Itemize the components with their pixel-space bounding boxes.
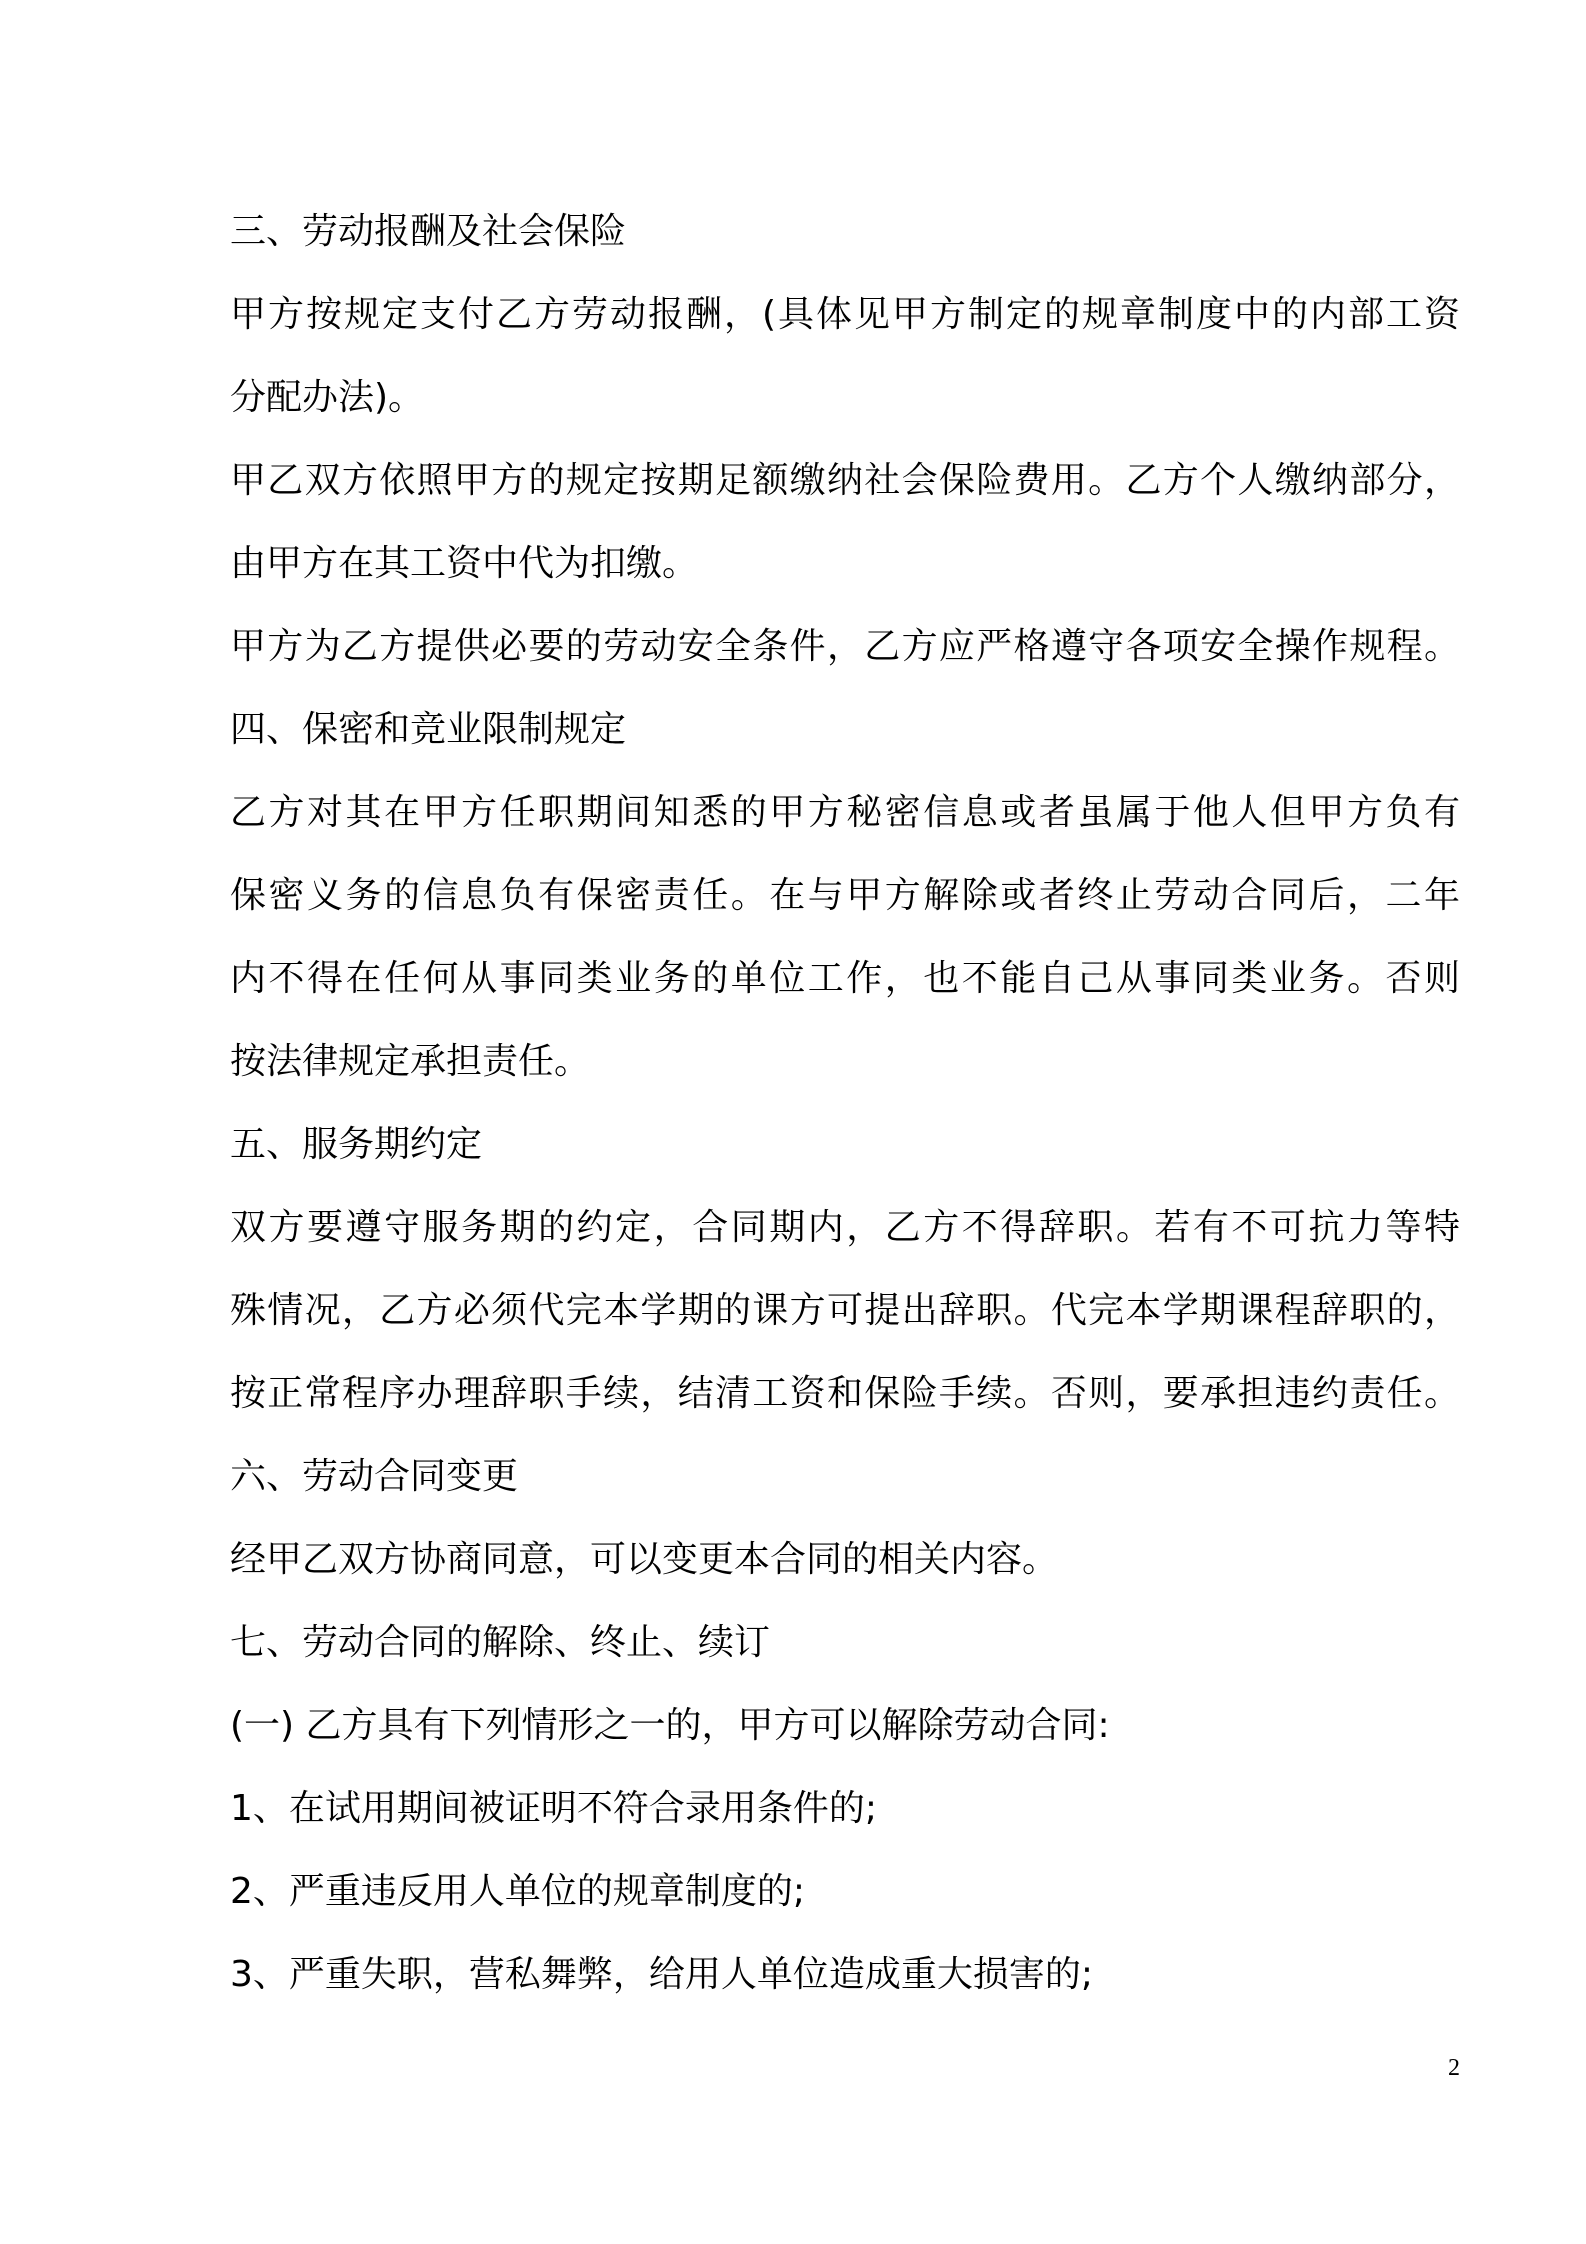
paragraph-line: 双方要遵守服务期的约定，合同期内，乙方不得辞职。若有不可抗力等特 bbox=[230, 1207, 1460, 1248]
paragraph-line: 按法律规定承担责任。 bbox=[230, 1041, 591, 1082]
section-heading-4: 四、保密和竞业限制规定 bbox=[230, 709, 627, 750]
section-heading-3: 三、劳动报酬及社会保险 bbox=[230, 211, 627, 252]
list-item: 2、严重违反用人单位的规章制度的; bbox=[230, 1871, 806, 1912]
paragraph-line: 由甲方在其工资中代为扣缴。 bbox=[230, 543, 699, 584]
paragraph-line: 殊情况，乙方必须代完本学期的课方可提出辞职。代完本学期课程辞职的， bbox=[230, 1290, 1460, 1331]
paragraph-line: 乙方对其在甲方任职期间知悉的甲方秘密信息或者虽属于他人但甲方负有 bbox=[230, 792, 1460, 833]
paragraph-line: 经甲乙双方协商同意，可以变更本合同的相关内容。 bbox=[230, 1539, 1059, 1580]
paragraph-line: 甲方按规定支付乙方劳动报酬，(具体见甲方制定的规章制度中的内部工资 bbox=[230, 294, 1460, 335]
paragraph-line: 甲方为乙方提供必要的劳动安全条件，乙方应严格遵守各项安全操作规程。 bbox=[230, 626, 1460, 667]
list-item: 3、严重失职，营私舞弊，给用人单位造成重大损害的; bbox=[230, 1954, 1094, 1995]
list-item: 1、在试用期间被证明不符合录用条件的; bbox=[230, 1788, 878, 1829]
document-body bbox=[230, 190, 1460, 2016]
subsection-heading: (一) 乙方具有下列情形之一的，甲方可以解除劳动合同: bbox=[230, 1705, 1110, 1746]
section-heading-7: 七、劳动合同的解除、终止、续订 bbox=[230, 1622, 771, 1663]
paragraph-line: 保密义务的信息负有保密责任。在与甲方解除或者终止劳动合同后，二年 bbox=[230, 875, 1460, 916]
paragraph-line: 甲乙双方依照甲方的规定按期足额缴纳社会保险费用。乙方个人缴纳部分， bbox=[230, 460, 1460, 501]
paragraph-line: 分配办法)。 bbox=[230, 377, 425, 418]
section-heading-5: 五、服务期约定 bbox=[230, 1124, 483, 1165]
section-heading-6: 六、劳动合同变更 bbox=[230, 1456, 519, 1497]
page-number: 2 bbox=[1448, 2055, 1460, 2081]
paragraph-line: 内不得在任何从事同类业务的单位工作，也不能自己从事同类业务。否则 bbox=[230, 958, 1460, 999]
paragraph-line: 按正常程序办理辞职手续，结清工资和保险手续。否则，要承担违约责任。 bbox=[230, 1373, 1460, 1414]
